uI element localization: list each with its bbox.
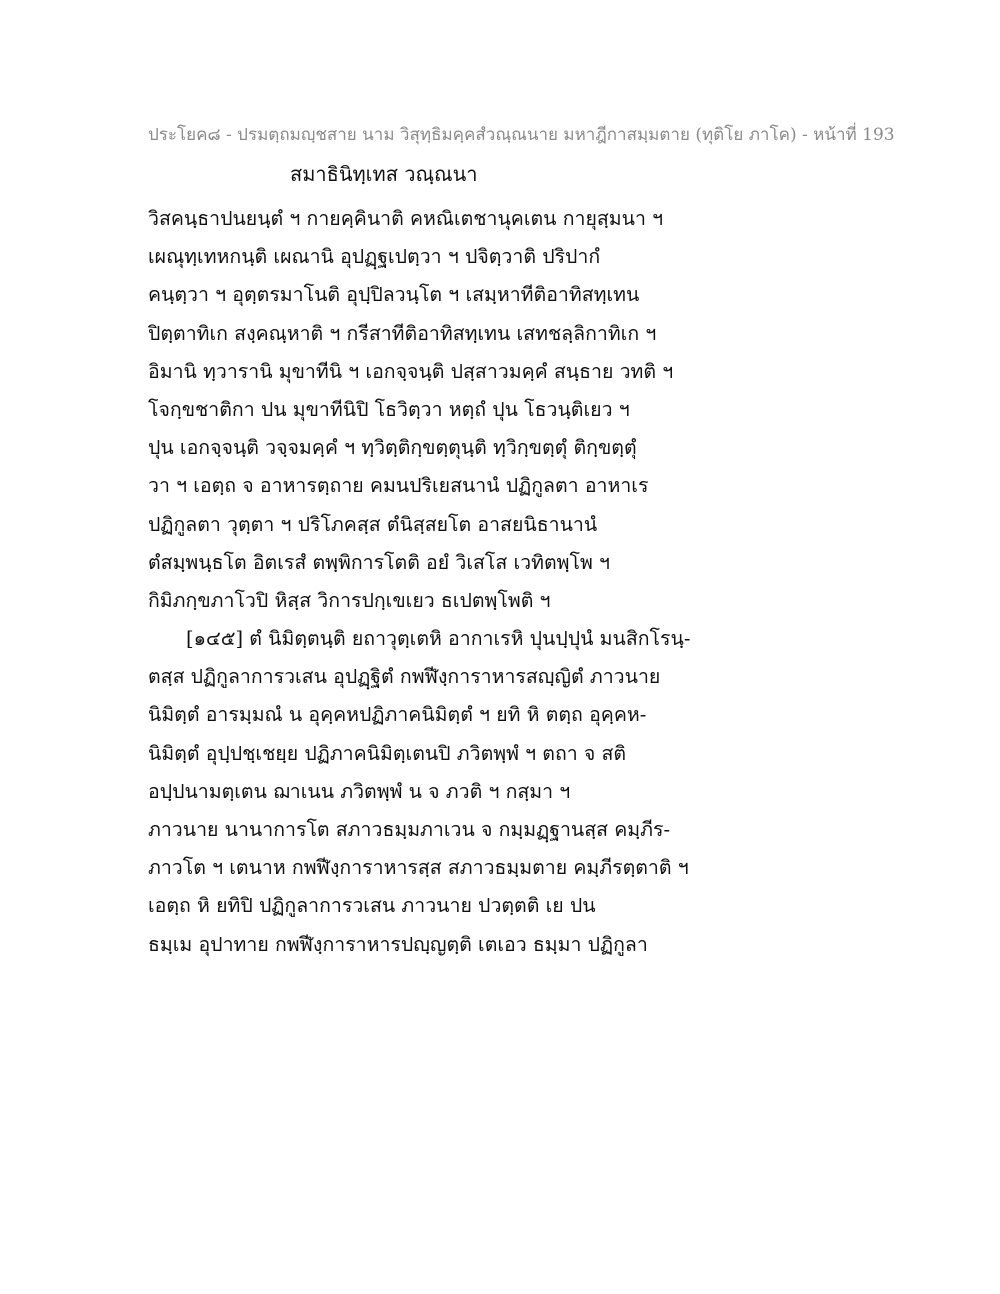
paragraph-2 bbox=[148, 620, 691, 964]
paragraph-1 bbox=[148, 200, 688, 620]
text-line: อปฺปนามตฺเตน ฌาเนน ภวิตพฺพํ น จ ภวติ ฯ กสฺมา ฯ bbox=[148, 779, 571, 803]
text-line: โจกฺขชาติกา ปน มุขาทีนิปิ โธวิตฺวา หตฺถํ ปุน โธวนฺติเยว ฯ bbox=[148, 397, 630, 421]
text-line: ตสฺส ปฏิกูลาการวเสน อุปฏฺฐิตํ กพฬีงฺการาหารสญฺญิตํ ภาวนาย bbox=[148, 665, 661, 689]
text-line: เผณุทฺเทหกนฺติ เผณานิ อุปฏฺฐเปตฺวา ฯ ปจิตฺวาติ ปริปากํ bbox=[148, 245, 601, 269]
text-line: ตํสมฺพนฺธโต อิตเรสํ ตพฺพิการโตติ อยํ วิเสโส เวทิตพฺโพ ฯ bbox=[148, 550, 610, 574]
text-line: ปุน เอกจฺจนฺติ วจฺจมคฺคํ ฯ ทฺวิตฺติกฺขตฺตุนฺติ ทฺวิกฺขตฺตุํ ติกฺขตฺตุํ bbox=[148, 436, 637, 460]
text-line: ปิตฺตาทิเก สงฺคณฺหาติ ฯ กรีสาทีติอาทิสทฺเทน เสทชลฺลิกาทิเก ฯ bbox=[148, 321, 657, 345]
text-line: นิมิตฺตํ อุปฺปชฺเชยฺย ปฏิภาคนิมิตฺเตนปิ ภวิตพฺพํ ฯ ตถา จ สติ bbox=[148, 741, 627, 765]
text-line: ธมฺเม อุปาทาย กพฬีงฺการาหารปญฺญตฺติ เตเอว ธมฺมา ปฏิกูลา bbox=[148, 932, 648, 956]
running-header: ประโยค๘ - ปรมตฺถมญฺชสาย นาม วิสุทฺธิมคฺคสํวณฺณนาย มหาฎีกาสมฺมตาย (ทุติโย ภาโค) - หน้าที่ 193 bbox=[148, 125, 895, 145]
text-line: เอตฺถ หิ ยทิปิ ปฏิกูลาการวเสน ภาวนาย ปวตฺตติ เย ปน bbox=[148, 894, 596, 918]
text-line: ภาวโต ฯ เตนาห กพฬีงฺการาหารสฺส สภาวธมฺมตาย คมฺภีรตฺตาติ ฯ bbox=[148, 856, 689, 880]
text-line: อิมานิ ทฺวารานิ มุขาทีนิ ฯ เอกจฺจนฺติ ปสฺสาวมคฺคํ สนฺธาย วทติ ฯ bbox=[148, 359, 674, 383]
text-line: วิสคนฺธาปนยนฺตํ ฯ กายคฺคินาติ คหณิเตชานุคเตน กายุสฺมนา ฯ bbox=[148, 207, 664, 230]
text-line: คนฺตฺวา ฯ อุตฺตรมาโนติ อุปฺปิลวนฺโต ฯ เสมฺหาทีติอาทิสทฺเทน bbox=[148, 283, 640, 307]
section-title: สมาธินิทฺเทส วณฺณนา bbox=[290, 162, 478, 186]
text-line: นิมิตฺตํ อารมฺมณํ น อุคฺคหปฏิภาคนิมิตฺตํ ฯ ยทิ หิ ตตฺถ อุคฺคห- bbox=[148, 703, 647, 727]
text-line: กิมิภกฺขภาโวปิ หิสฺส วิการปกฺเขเยว ธเปตพฺโพติ ฯ bbox=[148, 588, 551, 612]
text-line: ภาวนาย นานาการโต สภาวธมฺมภาเวน จ กมฺมฏฺฐานสฺส คมฺภีร- bbox=[148, 818, 671, 841]
text-line: ปฏิกูลตา วุตฺตา ฯ ปริโภคสฺส ตํนิสฺสยโต อาสยนิธานานํ bbox=[148, 512, 598, 536]
body-text bbox=[148, 200, 691, 964]
text-line: [๑๔๕] ตํ นิมิตฺตนฺติ ยถาวุตฺเตหิ อากาเรหิ ปุนปฺปุนํ มนสิกโรนฺ- bbox=[186, 627, 691, 651]
text-line: วา ฯ เอตฺถ จ อาหารตฺถาย คมนปริเยสนานํ ปฏิกูลตา อาหาเร bbox=[148, 474, 649, 498]
